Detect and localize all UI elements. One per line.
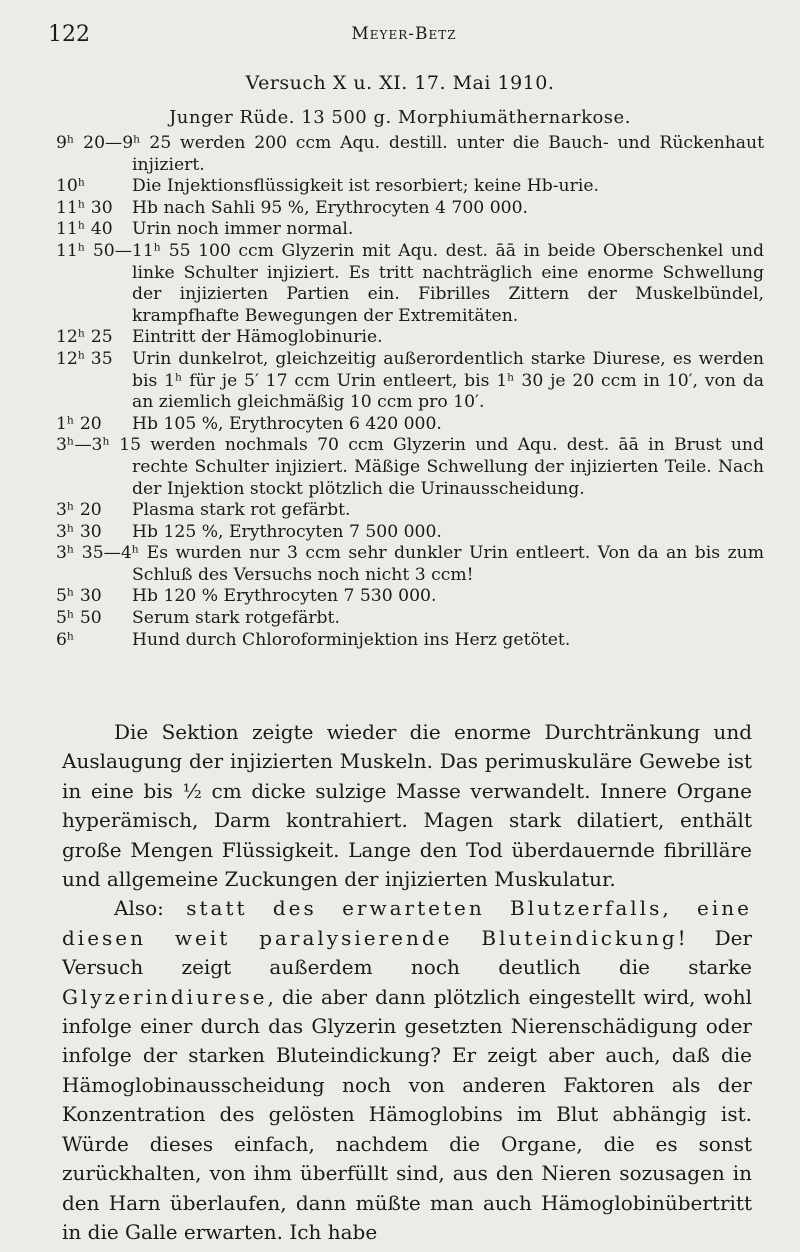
entry-time: 10ʰ bbox=[56, 176, 86, 197]
entry-time: 11ʰ 40 bbox=[56, 219, 113, 240]
entry-text: Hb 125 %, Erythrocyten 7 500 000. bbox=[132, 521, 442, 542]
entry-text: Plasma stark rot gefärbt. bbox=[132, 500, 351, 521]
emphasis-text: statt des erwarteten Blutzerfalls, eine diesen weit paralysierende Bluteindickung! bbox=[62, 896, 752, 950]
protocol-entry bbox=[56, 586, 764, 608]
protocol-entry bbox=[56, 522, 764, 544]
protocol-entry bbox=[56, 414, 764, 436]
entry-text: Hb 105 %, Erythrocyten 6 420 000. bbox=[132, 413, 442, 434]
entry-text: Hb 120 % Erythrocyten 7 530 000. bbox=[132, 586, 437, 607]
paragraph-text: , die aber dann plötzlich eingestellt wird, wohl infolge einer durch das Glyzerin gesetzten Nierenschädigung oder infolge der starken Bluteindickung? Er zeigt aber auch, daß die Hämoglobinausscheidung noch von anderen Faktoren als der Konzentration des gelösten Hämoglobins im Blut abhängig ist. Würde dieses einfach, nachdem die Organe, die es sonst zurückhalten, von ihm überfüllt sind, aus den Nieren sozusagen in den Harn überlaufen, dann müßte man auch Hämoglobinübertritt in die Galle erwarten. Ich habe bbox=[62, 984, 752, 1244]
entry-text: Serum stark rotgefärbt. bbox=[132, 608, 340, 629]
protocol-list bbox=[56, 133, 764, 651]
paragraph: Die Sektion zeigte wieder die enorme Durchtränkung und Auslaugung der injizierten Muskeln. Das perimuskuläre Gewebe ist in eine bis ½ cm dicke sulzige Masse verwandelt. Innere Organe hyperämisch, Darm kontrahiert. Magen stark dilatiert, enthält große Mengen Flüssigkeit. Lange den Tod überdauernde fibrilläre und allgemeine Zuckungen der injizierten Muskulatur. bbox=[62, 720, 752, 892]
running-head: Meyer-Betz bbox=[351, 24, 457, 44]
protocol-entry bbox=[56, 241, 764, 327]
entry-time: 3ʰ 20 bbox=[56, 500, 102, 521]
emphasis-text: Glyzerindiurese bbox=[62, 984, 268, 1009]
entry-text: 9ʰ 20—9ʰ 25 werden 200 ccm Aqu. destill. unter die Bauch- und Rückenhaut injiziert. bbox=[56, 133, 764, 175]
page-number: 122 bbox=[48, 22, 90, 47]
protocol-entry bbox=[56, 608, 764, 630]
experiment-title: Versuch X u. XI. 17. Mai 1910. bbox=[245, 72, 555, 94]
protocol-entry bbox=[56, 630, 764, 652]
entry-time: 12ʰ 25 bbox=[56, 327, 113, 348]
entry-text: 3ʰ—3ʰ 15 werden nochmals 70 ccm Glyzerin und Aqu. dest. āā in Brust und rechte Schulter injiziert. Mäßige Schwellung der injizierten Teile. Nach der Injektion stockt plötzlich die Urinausscheidung. bbox=[56, 435, 764, 499]
body-text bbox=[62, 718, 752, 1247]
entry-text: Die Injektionsflüssigkeit ist resorbiert; keine Hb-urie. bbox=[132, 176, 599, 197]
page-header bbox=[48, 22, 760, 50]
protocol-entry bbox=[56, 198, 764, 220]
entry-text: Urin dunkelrot, gleichzeitig außerordentlich starke Diurese, es werden bis 1ʰ für je 5′ 17 ccm Urin entleert, bis 1ʰ 30 je 20 ccm in 10′, von da an ziemlich gleichmäßig 10 ccm pro 10′. bbox=[132, 348, 764, 413]
entry-time: 5ʰ 30 bbox=[56, 586, 102, 607]
protocol-entry bbox=[56, 176, 764, 198]
protocol-entry bbox=[56, 349, 764, 414]
entry-time: 5ʰ 50 bbox=[56, 608, 102, 629]
entry-time: 3ʰ 30 bbox=[56, 521, 102, 542]
protocol-entry bbox=[56, 543, 764, 586]
protocol-entry bbox=[56, 133, 764, 176]
paragraph bbox=[62, 894, 752, 1247]
protocol-entry bbox=[56, 435, 764, 500]
entry-text: 3ʰ 35—4ʰ Es wurden nur 3 ccm sehr dunkler Urin entleert. Von da an bis zum Schluß des Versuchs noch nicht 3 ccm! bbox=[56, 543, 764, 585]
entry-text: Urin noch immer normal. bbox=[132, 219, 354, 240]
entry-text: Eintritt der Hämoglobinurie. bbox=[132, 327, 383, 348]
entry-time: 11ʰ 30 bbox=[56, 197, 113, 218]
paragraph-text: Der Versuch zeigt außerdem noch deutlich die starke bbox=[62, 925, 752, 980]
protocol-entry bbox=[56, 500, 764, 522]
entry-time: 12ʰ 35 bbox=[56, 348, 113, 369]
entry-text: 11ʰ 50—11ʰ 55 100 ccm Glyzerin mit Aqu. dest. āā in beide Oberschenkel und linke Schulter injiziert. Es tritt nachträglich eine enorme Schwellung der injizierten Partien ein. Fibrilles Zittern der Muskelbündel, krampfhafte Bewegungen der Extremitäten. bbox=[56, 240, 764, 326]
protocol-entry bbox=[56, 219, 764, 241]
entry-text: Hund durch Chloroforminjektion ins Herz getötet. bbox=[132, 629, 571, 650]
paragraph-lead: Also: bbox=[114, 896, 187, 921]
entry-time: 1ʰ 20 bbox=[56, 413, 102, 434]
entry-text: Hb nach Sahli 95 %, Erythrocyten 4 700 000. bbox=[132, 197, 528, 218]
entry-time: 6ʰ bbox=[56, 629, 75, 650]
experiment-subtitle: Junger Rüde. 13 500 g. Morphiumäthernarkose. bbox=[169, 107, 631, 128]
protocol-entry bbox=[56, 327, 764, 349]
